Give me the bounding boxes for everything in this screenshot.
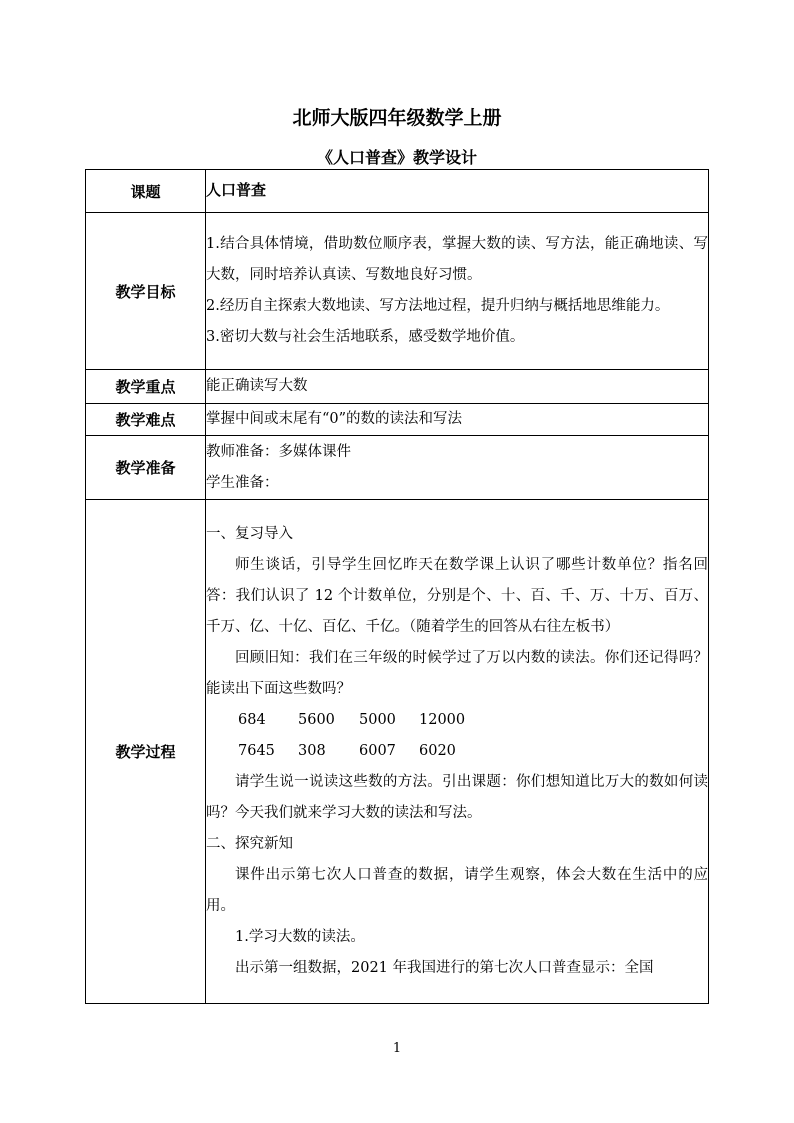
topic-label: 课题 bbox=[86, 170, 206, 213]
process-content bbox=[206, 500, 709, 1004]
objectives-label: 教学目标 bbox=[86, 213, 206, 370]
table-row-process bbox=[86, 500, 709, 1004]
table-row-key-point bbox=[86, 370, 709, 404]
student-preparation: 学生准备： bbox=[206, 474, 279, 491]
table-row-topic bbox=[86, 170, 709, 213]
section-heading: 一、复习导入 bbox=[206, 526, 293, 542]
number-row bbox=[206, 705, 708, 736]
preparation-label: 教学准备 bbox=[86, 436, 206, 500]
table-row-preparation bbox=[86, 436, 709, 500]
subheading: 1.学习大数的读法。 bbox=[235, 929, 365, 945]
number-value: 5600 bbox=[298, 712, 335, 728]
document-title: 北师大版四年级数学上册 bbox=[292, 107, 502, 129]
difficulty-value: 掌握中间或末尾有“0”的数的读法和写法 bbox=[206, 404, 709, 436]
number-row bbox=[206, 736, 708, 767]
lesson-plan-table bbox=[85, 169, 709, 1004]
number-value: 308 bbox=[298, 743, 326, 759]
key-point-label: 教学重点 bbox=[86, 370, 206, 404]
paragraph: 回顾旧知：我们在三年级的时候学过了万以内数的读法。你们还记得吗？能读出下面这些数吗？ bbox=[206, 650, 708, 697]
number-value: 684 bbox=[238, 712, 266, 728]
objective-item: 3.密切大数与社会生活地联系，感受数学地价值。 bbox=[206, 329, 525, 345]
teacher-preparation: 教师准备：多媒体课件 bbox=[206, 443, 351, 460]
paragraph: 出示第一组数据，2021 年我国进行的第七次人口普查显示：全国 bbox=[235, 960, 654, 976]
page-number: 1 bbox=[392, 1041, 402, 1056]
difficulty-label: 教学难点 bbox=[86, 404, 206, 436]
section-heading: 二、探究新知 bbox=[206, 836, 293, 852]
topic-value: 人口普查 bbox=[206, 181, 267, 199]
document-subtitle: 《人口普查》教学设计 bbox=[316, 148, 477, 167]
process-label: 教学过程 bbox=[86, 500, 206, 1004]
paragraph: 师生谈话，引导学生回忆昨天在数学课上认识了哪些计数单位？指名回答：我们认识了 12 个计数单位，分别是个、十、百、千、万、十万、百万、千万、亿、十亿、百亿、千亿。（随着学生的回答从右往左板书） bbox=[206, 557, 708, 635]
number-value: 6020 bbox=[419, 743, 456, 759]
topic-value-cell bbox=[206, 170, 709, 213]
number-value: 6007 bbox=[359, 743, 396, 759]
key-point-value: 能正确读写大数 bbox=[206, 370, 709, 404]
number-value: 12000 bbox=[419, 712, 466, 728]
objective-item: 1.结合具体情境，借助数位顺序表，掌握大数的读、写方法，能正确地读、写大数，同时培养认真读、写数地良好习惯。 bbox=[206, 236, 708, 283]
preparation-content bbox=[206, 436, 709, 500]
table-row-objectives bbox=[86, 213, 709, 370]
number-value: 5000 bbox=[359, 712, 396, 728]
objectives-content bbox=[206, 213, 709, 370]
paragraph: 请学生说一说读这些数的方法。引出课题：你们想知道比万大的数如何读吗？今天我们就来学习大数的读法和写法。 bbox=[206, 774, 708, 821]
paragraph: 课件出示第七次人口普查的数据，请学生观察，体会大数在生活中的应用。 bbox=[206, 867, 708, 914]
objective-item: 2.经历自主探索大数地读、写方法地过程，提升归纳与概括地思维能力。 bbox=[206, 298, 670, 314]
table-row-difficulty bbox=[86, 404, 709, 436]
number-value: 7645 bbox=[238, 743, 275, 759]
